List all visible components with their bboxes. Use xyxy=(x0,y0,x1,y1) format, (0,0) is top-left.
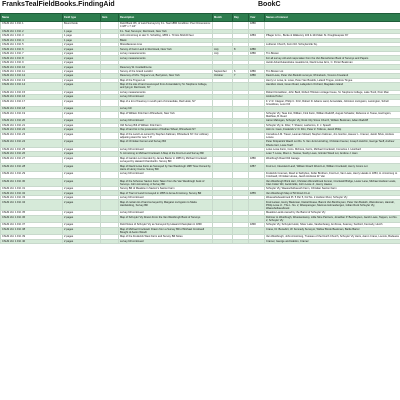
cell-names-of-interest: Loan T. Lowe, Moon L. Teesse, Saxby Lowe, Grinder Wood Lot, Andrew J. Ham xyxy=(265,152,400,156)
cell-name: CSHS Vol. 1 Fld. 10 xyxy=(1,65,63,69)
cell-item xyxy=(101,111,119,119)
cell-field-type: 2 pages xyxy=(63,187,101,191)
cell-month xyxy=(213,239,233,243)
table-row[interactable] xyxy=(1,179,400,187)
cell-item xyxy=(101,140,119,148)
cell-names-of-interest: Hamilton Hook, Green Road, Lafayette's Orchard, Magdalen Island xyxy=(265,83,400,91)
cell-field-type: 2 pages xyxy=(63,235,101,239)
cell-field-type: 2 pages xyxy=(63,74,101,78)
cell-item xyxy=(101,227,119,235)
cell-description: Map of William Fink Farm Rhinebeck, New York xyxy=(119,111,213,119)
cell-month xyxy=(213,179,233,187)
cell-names-of-interest: For all survey old and maps taken from the Van Benschoten Book of Surveys and Papers xyxy=(265,56,400,60)
table-header xyxy=(1,14,400,22)
title-bar xyxy=(0,0,400,13)
cell-year xyxy=(249,111,265,119)
cell-field-type: 2 pages xyxy=(63,227,101,235)
cell-field-type: 2 pages xyxy=(63,69,101,73)
cell-field-type: 2 pages xyxy=(63,156,101,164)
cell-month xyxy=(213,132,233,140)
cell-year xyxy=(249,171,265,179)
finding-aid-table xyxy=(0,13,400,244)
cell-item xyxy=(101,200,119,211)
cell-names-of-interest: Tim Bowen xyxy=(265,51,400,55)
table-row[interactable] xyxy=(1,22,400,30)
cell-month xyxy=(213,215,233,223)
table-row[interactable] xyxy=(1,200,400,211)
cell-name: CSHS Vol. 1 Fld. 32 xyxy=(1,191,63,195)
cell-item xyxy=(101,239,119,243)
cell-month xyxy=(213,22,233,30)
cell-description: survey bill continued xyxy=(119,119,213,123)
cell-names-of-interest: Frederick Coeman, Reed to Sahiybus, Feller Brothers, Fred Lot, Van Lowe, Henry Hawks in 1853, H. Armstrong to Crockwell, Christian House, Jacob Andrews W. Van xyxy=(265,171,400,179)
cell-day xyxy=(233,227,249,235)
cell-field-type: 2 pages xyxy=(63,51,101,55)
cell-field-type: 2 pages xyxy=(63,60,101,64)
cell-field-type: 2 pages xyxy=(63,99,101,107)
cell-name: CSHS Vol. 1 Fld. 23 xyxy=(1,132,63,140)
cell-description: Blank xyxy=(119,38,213,42)
cell-names-of-interest: Fishmer to Westbrugh, Woestenkamp, Little Nine Partners, Jonathan P. Benthuysen, Jacob Lowe, Tappen, Lot No. 2, Schuyler Vly xyxy=(265,215,400,223)
cell-year: 1883 xyxy=(249,34,265,38)
cell-month xyxy=(213,227,233,235)
cell-field-type: Bound book xyxy=(63,22,101,30)
cell-description: John Armstrong to Hez K. Schelling, 1883 L. 70 lots 60x100 feet xyxy=(119,34,213,38)
cell-field-type: 2 pages xyxy=(63,223,101,227)
table-body xyxy=(1,22,400,244)
cell-name: CSHS Vol. 1 Fld. 28 xyxy=(1,164,63,172)
cell-day xyxy=(233,164,249,172)
cell-description: survey bill continued xyxy=(119,95,213,99)
cell-day xyxy=(233,171,249,179)
table-row[interactable] xyxy=(1,215,400,223)
cell-names-of-interest: F. V. R. Clapper, Philip C. Fritz, Robert D. Adams Land, Annandale, Johnston Livingston, Lamington, Schell Grouldines, Leon Kill xyxy=(265,99,400,107)
cell-description: Map of Christian Fenner and Survey Bill xyxy=(119,140,213,148)
cell-field-type: 2 pages xyxy=(63,65,101,69)
cell-year xyxy=(249,215,265,223)
cell-item xyxy=(101,99,119,107)
cell-description: Map of Garden Lot intended by James Baxter in 1886 by Michael Crockwell surveyed by Haward Chamberlin. Survey Bill xyxy=(119,156,213,164)
cell-year: 1886 xyxy=(249,22,265,30)
cell-description: Survey of the Grand Land/or xyxy=(119,69,213,73)
cell-field-type: 2 pages xyxy=(63,128,101,132)
cell-field-type: 2 pages xyxy=(63,107,101,111)
cell-month xyxy=(213,156,233,164)
cell-year: 1886 xyxy=(249,69,265,73)
cell-name: CSHS Vol. 1 Fld. 22 xyxy=(1,128,63,132)
cell-field-type: 1 page xyxy=(63,29,101,33)
cell-field-type: 2 pages xyxy=(63,42,101,46)
cell-field-type: 2 pages xyxy=(63,200,101,211)
cell-item xyxy=(101,83,119,91)
cell-month: July xyxy=(213,51,233,55)
table-row[interactable] xyxy=(1,239,400,243)
cell-description: Map of certain lot of land surveyed by Margaret Livingston to Maria Hardwicking, Survey Bill xyxy=(119,200,213,211)
cell-names-of-interest: David Lowe, Peter Van Buskirk surveyor, Rhinebeck, Yoosmo Kneeland xyxy=(265,74,400,78)
cell-names-of-interest: Westbrugh Road Old Garage xyxy=(265,156,400,164)
cell-name: CSHS Vol. 1 Fld. 29 xyxy=(1,171,63,179)
cell-month: October xyxy=(213,74,233,78)
cell-name: CSHS Vol. 1 Fld. 25 xyxy=(1,147,63,151)
cell-year: 1890 xyxy=(249,223,265,227)
cell-month xyxy=(213,171,233,179)
cell-description: Survey Bill of Meadow in Saxton's Saxton Farm xyxy=(119,187,213,191)
cell-field-type: 2 pages xyxy=(63,95,101,99)
cell-description: S. Armstrong to Michael Crockwell. A Map of the Fred Lot and Survey Bill xyxy=(119,152,213,156)
cell-day xyxy=(233,140,249,148)
cell-year: 1886 xyxy=(249,51,265,55)
cell-field-type: 2 pages xyxy=(63,78,101,82)
cell-name: CSHS Vol. 1 Fld. 19 xyxy=(1,111,63,119)
cell-month: September xyxy=(213,69,233,73)
cell-day xyxy=(233,99,249,107)
cell-names-of-interest: Henry H. Lowe, E. Lowe, Peter Van Buskirk, Leland Tingue, Andrew Tingue xyxy=(265,78,400,82)
cell-description: F.L. Teal, Surveyor, Red Hook, New York xyxy=(119,29,213,33)
cell-description: survey bill continued xyxy=(119,147,213,151)
cell-names-of-interest: Alvin H. Cave, Frederick V. D. Drin, Peter Z. Tolknus, Jacob Philip xyxy=(265,128,400,132)
cell-description: Map of Michael Crockwell. Drawn from a Survey Bill of Michael Crockwell Bought of Aaron Woodt xyxy=(119,227,213,235)
cell-description: Map of a lot of Kearney in south part of Annandale, Red Hook, NY xyxy=(119,99,213,107)
cell-item xyxy=(101,22,119,30)
cell-name: CSHS Vol. 1 Fld. 5 xyxy=(1,42,63,46)
cell-names-of-interest: Fred Larsen, Henry Beekman, Daniel Reese, Barent Van Benthuysen, Peter Van Buskirk, Wamolsman, Hannah, Philip Lowe Jr., The L. No. 2, Woespersgen, Marmus Holmesbergen, Indian Rock Schuyler Vly, Waesshelbeesbrook xyxy=(265,200,400,211)
cell-year: 1855 xyxy=(249,191,265,195)
cell-name: CSHS Vol. 1 Fld. 35 xyxy=(1,211,63,215)
cell-names-of-interest: Robert Donaldson, John Bard, Robert Tillotson cottage house, St. Stephens College, Lake Tivoli, Poor Man xyxy=(265,90,400,94)
cell-day xyxy=(233,22,249,30)
cell-month xyxy=(213,111,233,119)
cell-description: survey measurements xyxy=(119,90,213,94)
cell-name: CSHS Vol. 1 Fld. 21 xyxy=(1,123,63,127)
cell-names-of-interest: Lutheran Church, Ferm Rd. Schuylerville Sq. xyxy=(265,42,400,46)
cell-name: CSHS Vol. 1 Fld. 9 xyxy=(1,60,63,64)
cell-description: Map of the site of land resurveyed from Annandale by St. Stephens College, and lying in Red Hook, NY xyxy=(119,83,213,91)
cell-name: CSHS Vol. 1 Fld. 11 xyxy=(1,69,63,73)
cell-field-type: 1 page xyxy=(63,38,101,42)
cell-item xyxy=(101,156,119,164)
cell-day xyxy=(233,111,249,119)
cell-description: Map of the Land Lot owned by Stephen Kaltman, Rhinebeck NY. For ordinary adjusting stand for new T. P. xyxy=(119,132,213,140)
cell-name: CSHS Vol. 1 Fld. 33 xyxy=(1,195,63,199)
cell-names-of-interest: Fred Lot, Cleveland Land, William Roach Wood Lot, William Crockwell, Henry Coons Lot xyxy=(265,164,400,172)
cell-names-of-interest: Peter Kirkpatrick Waeth Lot Ro. S. Van Juris Horstring, Christian Feener, Joseph Hutchin, George Teeff, Andrew Dherie Itert, Lowe Teeff xyxy=(265,140,400,148)
cell-name: CSHS Vol. 1 Fld. 26 xyxy=(1,152,63,156)
cell-day: 8 xyxy=(233,47,249,51)
cell-names-of-interest: Aaron Mabogan, Schuyler Vly, Rock City Stone Church, William Buckman, Adam Radcliff xyxy=(265,119,400,123)
cell-names-of-interest xyxy=(265,22,400,30)
cell-day xyxy=(233,215,249,223)
cell-name: CSHS Vol. 1 Fld. 6 xyxy=(1,47,63,51)
cell-description: Map of the Schomer Saxton Farm Taken from the Van Westbrugh book of Surveys. John Armstrong. A Survey Bill xyxy=(119,179,213,187)
cell-names-of-interest: Van Westbrugh, John Armstrong, Trustees of the Dutch Church, Schuyler Vly Heirs, Aaron Crane, Loomis, Bodewes xyxy=(266,235,399,239)
cell-field-type: 2 pages xyxy=(63,132,101,140)
cell-year: 1886 xyxy=(249,74,265,78)
cell-field-type: 2 pages xyxy=(63,123,101,127)
cell-item xyxy=(101,171,119,179)
cell-names-of-interest: Cornelius A.M. Traver, Lauman Mowell, Stephen Kaltman, Jno Gordon, Hauver L. Cramer, Jacob Silvis, Andrew Lowne xyxy=(265,132,400,140)
cell-names-of-interest: Cramer, George and Haldon, Cramer xyxy=(265,239,400,243)
cell-name: CSHS Vol. 1 Fld. 30 xyxy=(1,179,63,187)
cell-field-type: 2 pages xyxy=(63,215,101,223)
cell-name: CSHS Vol. 1 Fld. 24 xyxy=(1,140,63,148)
cell-field-type: 2 pages xyxy=(63,164,101,172)
cell-description: Miscellaneous Line xyxy=(119,42,213,46)
table-row[interactable] xyxy=(1,156,400,164)
cell-year xyxy=(249,179,265,187)
table-row[interactable] xyxy=(1,83,400,91)
cell-name: CSHS Vol. 1 Fld. 20 xyxy=(1,119,63,123)
cell-item xyxy=(101,132,119,140)
cell-name: CSHS Vol. 1 Fld. 39 xyxy=(1,235,63,239)
cell-month xyxy=(213,200,233,211)
cell-description: survey bill continued xyxy=(119,239,213,243)
cell-year xyxy=(249,140,265,148)
cell-day xyxy=(233,179,249,187)
cell-item xyxy=(101,164,119,172)
cell-field-type: 2 pages xyxy=(63,119,101,123)
table-row[interactable] xyxy=(1,111,400,119)
cell-name: CSHS Vol. 1 Fld. 2 xyxy=(1,29,63,33)
document-title: FranksTealFieldBooks.FindingAid xyxy=(2,1,115,8)
cell-year: 1887 xyxy=(249,164,265,172)
column-header-name[interactable]: Name xyxy=(1,14,63,22)
cell-name: CSHS Vol. 1 Fld. 37 xyxy=(1,223,63,227)
cell-description: survey bill continued xyxy=(119,195,213,199)
cell-year xyxy=(249,132,265,140)
cell-name: CSHS Vol. 1 Fld. 14 xyxy=(1,83,63,91)
cell-description: Field Book 3/6, of Land Surveys by F.L. Teal 1886 Condition: Poor Dimensions: 4 3/8" x 7 1/4" xyxy=(120,22,211,29)
table-row[interactable] xyxy=(1,99,400,107)
cell-names-of-interest: Pflager & Co., Burke & Walkenny 103 & 104 Main St. Poughkeepsie NY xyxy=(265,34,400,38)
cell-names-of-interest: Schuyler Vly, Teas Inst, William, Fink Farm, William Radcliff, August Schaefer, Rebecca H. Teese, Harrington, Matthias, B. Reed xyxy=(265,111,400,119)
cell-day xyxy=(233,200,249,211)
table-row[interactable] xyxy=(1,132,400,140)
cell-description: Map of Tract of Land Conveyed in 1855 to Anna Armstrong. Survey Bill xyxy=(119,191,213,195)
cell-field-type: 2 pages xyxy=(63,195,101,199)
cell-name: CSHS Vol. 1 Fld. 12 xyxy=(1,74,63,78)
cell-field-type: 2 pages xyxy=(63,83,101,91)
cell-description: survey measurements xyxy=(119,56,213,60)
cell-item xyxy=(101,215,119,223)
cell-description: Map of the Tingue Lot xyxy=(119,78,213,82)
cell-name: CSHS Vol. 1 Fld. 38 xyxy=(1,227,63,235)
cell-day xyxy=(233,239,249,243)
cell-description: survey measurements xyxy=(119,51,213,55)
column-header-day[interactable]: Day xyxy=(233,14,249,22)
cell-month xyxy=(213,99,233,107)
cell-names-of-interest: Crane, Dr. Benedict, W. Kennedy Surveyor, Widow Brook Beekman, Bartle Barrel xyxy=(265,227,400,235)
cell-field-type: 2 pages xyxy=(63,211,101,215)
cell-description: survey bill continued xyxy=(119,211,213,215)
cell-description: Map of the Frederick West Farm and Survey Bill Notes xyxy=(119,235,213,239)
cell-year xyxy=(249,200,265,211)
cell-year xyxy=(249,83,265,91)
cell-name: CSHS Vol. 1 Fld. 4 xyxy=(1,38,63,42)
cell-year: 1886 xyxy=(249,156,265,164)
cell-name: CSHS Vol. 1 Fld. 17 xyxy=(1,99,63,107)
cell-name: CSHS Vol. 1 Fld. 7 xyxy=(1,51,63,55)
cell-names-of-interest: Schuyler Vly, Waesschelbeesch Farm, Christian Saxton Farm xyxy=(265,187,400,191)
cell-day: 7 xyxy=(233,74,249,78)
cell-name: CSHS Vol. 1 Fld. 13 xyxy=(1,78,63,82)
cell-name: CSHS Vol. 1 Fld. 31 xyxy=(1,187,63,191)
cell-names-of-interest: Tim Bowen Lot xyxy=(265,69,400,73)
cell-field-type: 1 page xyxy=(63,34,101,38)
column-header-year[interactable]: Year xyxy=(249,14,265,22)
cell-description: Survey of Farm Land in Red Hook, New York xyxy=(119,47,213,51)
cell-description: Resurvey W. Coutlard/Lone xyxy=(119,65,213,69)
cell-year xyxy=(249,99,265,107)
column-header-item[interactable]: Item xyxy=(101,14,119,22)
cell-name: CSHS Vol. 1 Fld. 40 xyxy=(1,239,63,243)
cell-field-type: 2 pages xyxy=(63,171,101,179)
cell-names-of-interest: Lotus Lowe Farm, Cons. Mchone, Ferris, Michael Crockwell, Cornelius J. Hutchard xyxy=(265,147,400,151)
cell-month xyxy=(213,164,233,172)
cell-field-type: 2 pages xyxy=(63,179,101,187)
cell-description: survey bill xyxy=(119,107,213,111)
cell-field-type: 2 pages xyxy=(63,56,101,60)
cell-field-type: 2 pages xyxy=(63,47,101,51)
cell-month: July xyxy=(213,47,233,51)
cell-description: Field Notes of Schuyler Vly as Surveyed by Haward Champlain in 1890 xyxy=(119,223,213,227)
cell-name: CSHS Vol. 1 Fld. 34 xyxy=(1,200,63,211)
cell-month xyxy=(213,140,233,148)
cell-name: CSHS Vol. 1 Fld. 18 xyxy=(1,107,63,111)
cell-name: CSHS Vol. 1 Fld. 8 xyxy=(1,56,63,60)
book-title: BookC xyxy=(258,1,281,8)
table-row[interactable] xyxy=(1,164,400,172)
cell-field-type: 2 pages xyxy=(63,239,101,243)
cell-month xyxy=(213,83,233,91)
cell-description: survey bill continued xyxy=(119,171,213,179)
column-header-month[interactable]: Month xyxy=(213,14,233,22)
cell-name: CSHS Vol. 1 Fld. 27 xyxy=(1,156,63,164)
table-row[interactable] xyxy=(1,227,400,235)
table-row[interactable] xyxy=(1,140,400,148)
cell-names-of-interest: Van Westbrugh Map of 50 Rood 2l Lot xyxy=(265,191,400,195)
cell-day: 6 xyxy=(233,69,249,73)
cell-year xyxy=(249,227,265,235)
cell-names-of-interest: Meadow Lands owned by the Barrel of Schuyler Vly xyxy=(265,211,400,215)
cell-description: Map of land lot in the possession of Nathan Wheel, Rhinebeck NY xyxy=(119,128,213,132)
cell-names-of-interest: Andrew Porter xyxy=(265,95,400,99)
cell-field-type: 2 pages xyxy=(63,90,101,94)
cell-name: CSHS Vol. 1 Fld. 16 xyxy=(1,95,63,99)
column-header-field-type[interactable]: Field type xyxy=(63,14,101,22)
cell-year xyxy=(249,239,265,243)
cell-day xyxy=(233,156,249,164)
cell-day xyxy=(233,83,249,91)
cell-field-type: 2 pages xyxy=(63,111,101,119)
cell-item xyxy=(101,179,119,187)
cell-names-of-interest: Schuyler Vly, Schuyler Hook, Silver Lake, Vandenboarg, Ambrose, Kearney, Sanford, Kennedy, Hutch xyxy=(265,223,400,227)
cell-description: Map of David Lowe Farm as Surveyed by Van Westbrugh 1887 Now Owned by Heirs of Henry Coons. Survey Bill xyxy=(120,164,211,171)
cell-names-of-interest: Schuyler Vly, E. Drier, T. Shaver, Lashermo, Z. J. Spearh xyxy=(265,123,400,127)
cell-names-of-interest: Jacob Ackert/Heerebeke meadow lot, David Lowe farm, C. Porter Beekman xyxy=(265,60,400,64)
cell-description: Map of Schuyler Vly Drawn From the Van Westbrugh Book of Surveys xyxy=(119,215,213,223)
cell-name: CSHS Vol. 1 Fld. 1 xyxy=(1,22,63,30)
cell-names-of-interest: Wesesshubeesbrook Pt. 5 Par 5, Fof No. 2 Hudson River, Schuyler Vly xyxy=(265,195,400,199)
cell-field-type: 2 pages xyxy=(63,152,101,156)
cell-names-of-interest: Van Westbrugh Brick Herr, Christian Wenzelbrook Fenner, Crockwell Bridge, Lower Lane, Michael Hudson Lewis, Clan Colter Wir, Jacob Elks, John Lowe Jr., Henry Hawes xyxy=(265,179,400,187)
cell-field-type: 2 pages xyxy=(63,140,101,148)
cell-day xyxy=(233,132,249,140)
cell-year: 1886 xyxy=(249,47,265,51)
table-row[interactable] xyxy=(1,171,400,179)
cell-name: CSHS Vol. 1 Fld. 3 xyxy=(1,34,63,38)
cell-name: CSHS Vol. 1 Fld. 15 xyxy=(1,90,63,94)
cell-description: Resurvey of Mrs. Tingue's Lot, Barrytown, New York xyxy=(119,74,213,78)
header-row xyxy=(1,14,400,22)
cell-field-type: 2 pages xyxy=(63,191,101,195)
cell-name: CSHS Vol. 1 Fld. 36 xyxy=(1,215,63,223)
column-header-description[interactable]: Description xyxy=(119,14,213,22)
cell-field-type: 2 pages xyxy=(63,147,101,151)
cell-description: Old Survey Bill of William Fink Farm xyxy=(119,123,213,127)
column-header-names-of-interest[interactable]: Names of interest xyxy=(265,14,400,22)
